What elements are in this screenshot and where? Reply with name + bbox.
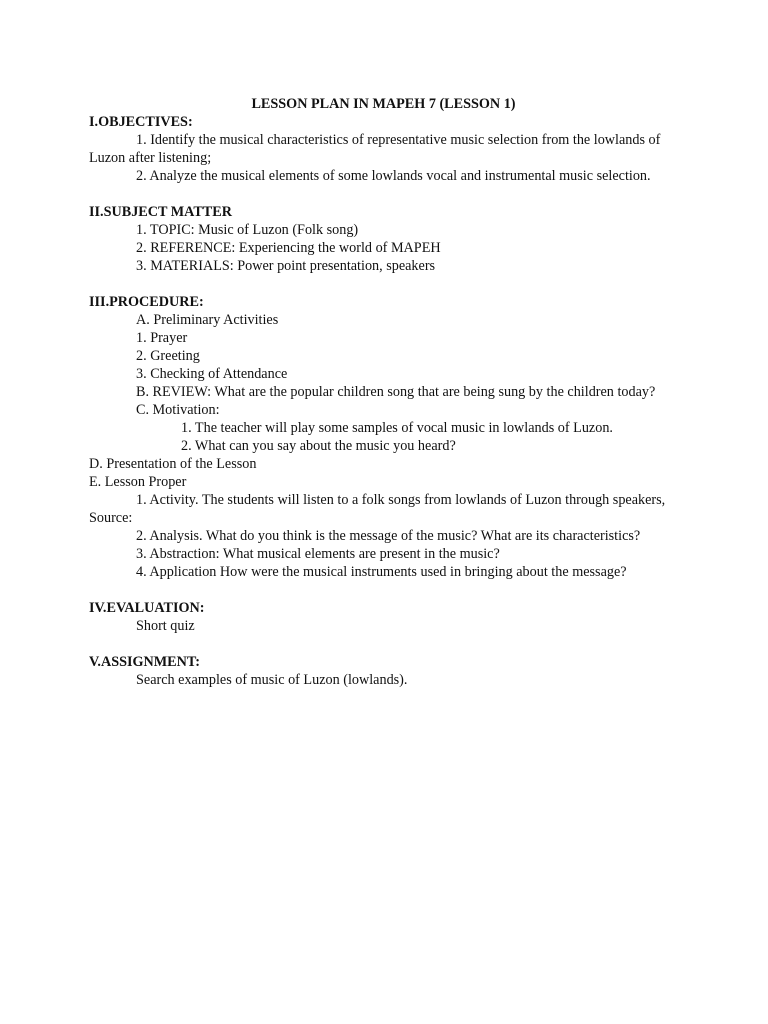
preliminary-activities: A. Preliminary Activities — [136, 312, 279, 328]
lesson-item-3: 3. Abstraction: What musical elements are present in the music? — [136, 546, 500, 562]
preliminary-item-3: 3. Checking of Attendance — [136, 366, 288, 382]
evaluation-text: Short quiz — [136, 618, 195, 634]
assignment-text: Search examples of music of Luzon (lowlands). — [136, 672, 408, 688]
evaluation-heading: IV.EVALUATION: — [89, 600, 205, 616]
preliminary-item-1: 1. Prayer — [136, 330, 188, 346]
objectives-heading: I.OBJECTIVES: — [89, 114, 193, 130]
spacer — [89, 275, 676, 293]
objective-item-2: 2. Analyze the musical elements of some lowlands vocal and instrumental music selection. — [136, 168, 651, 184]
subject-matter-item-1: 1. TOPIC: Music of Luzon (Folk song) — [136, 222, 359, 238]
preliminary-item-2: 2. Greeting — [136, 348, 200, 364]
review-item: B. REVIEW: What are the popular children song that are being sung by the children today? — [136, 384, 656, 400]
lesson-item-1: 1. Activity. The students will listen to a folk songs from lowlands of Luzon through speakers, Source: — [89, 492, 666, 526]
motivation-item-2: 2. What can you say about the music you heard? — [181, 438, 456, 454]
presentation-of-lesson: D. Presentation of the Lesson — [89, 456, 257, 472]
document-title: LESSON PLAN IN MAPEH 7 (LESSON 1) — [251, 96, 516, 112]
lesson-item-2: 2. Analysis. What do you think is the message of the music? What are its characteristics? — [136, 528, 641, 544]
objective-item-1: 1. Identify the musical characteristics of representative music selection from the lowlands of Luzon after listening; — [89, 132, 661, 166]
assignment-heading: V.ASSIGNMENT: — [89, 654, 201, 670]
lesson-item-4: 4. Application How were the musical instruments used in bringing about the message? — [136, 564, 627, 580]
spacer — [89, 185, 676, 203]
motivation-heading: C. Motivation: — [136, 402, 220, 418]
procedure-heading: III.PROCEDURE: — [89, 294, 204, 310]
subject-matter-item-3: 3. MATERIALS: Power point presentation, speakers — [136, 258, 436, 274]
spacer — [89, 635, 676, 653]
subject-matter-item-2: 2. REFERENCE: Experiencing the world of MAPEH — [136, 240, 441, 256]
lesson-proper: E. Lesson Proper — [89, 474, 187, 490]
subject-matter-heading: II.SUBJECT MATTER — [89, 204, 232, 220]
spacer — [89, 581, 676, 599]
motivation-item-1: 1. The teacher will play some samples of vocal music in lowlands of Luzon. — [181, 420, 613, 436]
